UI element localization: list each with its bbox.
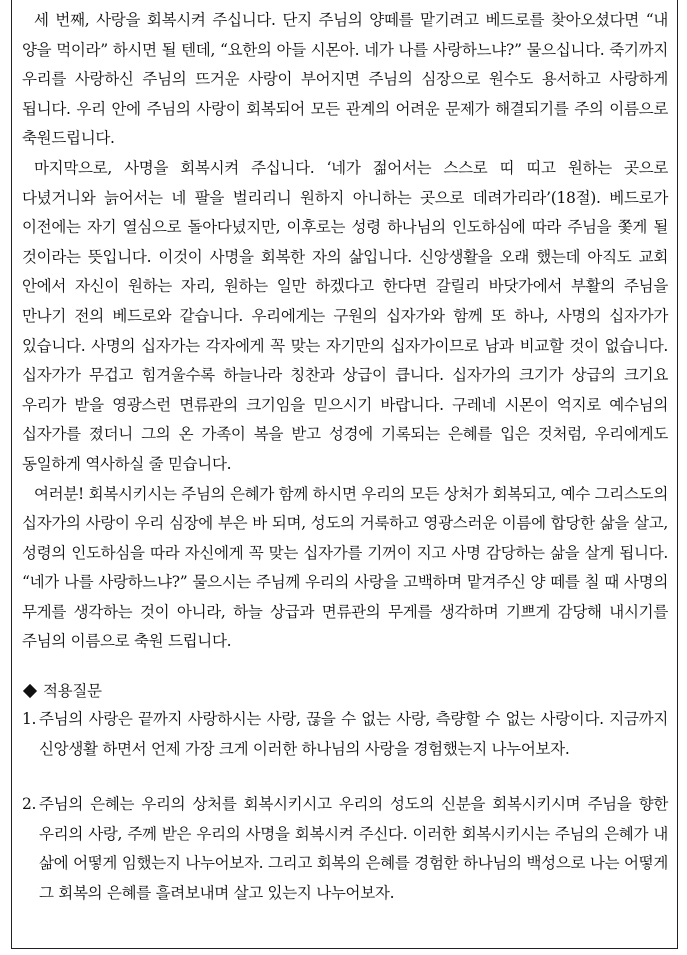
application-heading bbox=[22, 677, 668, 705]
application-heading-label: 적용질문 bbox=[43, 682, 102, 701]
paragraph-love-restoration: 세 번째, 사랑을 회복시켜 주십니다. 단지 주님의 양떼를 맡기려고 베드로를 찾아오셨다면 “내 양을 먹이라” 하시면 될 텐데, “요한의 아들 시몬아. 네가 나를 사랑하느냐?” 물으십니다. 죽기까지 우리를 사랑하신 주님의 뜨거운 사랑이 부어지면 주님의 심장으로 원수도 용서하고 사랑하게 됩니다. 우리 안에 주님의 사랑이 회복되어 모든 관계의 어려운 문제가 해결되기를 주의 이름으로 축원드립니다. bbox=[22, 11, 668, 148]
paragraph-closing-blessing: 여러분! 회복시키시는 주님의 은혜가 함께 하시면 우리의 모든 상처가 회복되고, 예수 그리스도의 십자가의 사랑이 우리 심장에 부은 바 되며, 성도의 거룩하고 영광스러운 이름에 합당한 삶을 살고, 성령의 인도하심을 따라 자신에게 꼭 맞는 십자가를 기꺼이 지고 사명 감당하는 삶을 살게 됩니다. “네가 나를 사랑하느냐?” 물으시는 주님께 우리의 사랑을 고백하며 맡겨주신 양 떼를 칠 때 사명의 무게를 생각하는 것이 아니라, 하늘 상급과 면류관의 무게를 생각하며 기쁘게 감당해 내시기를 주님의 이름으로 축원 드립니다. bbox=[22, 484, 668, 651]
question-text: 주님의 은혜는 우리의 상처를 회복시키시고 우리의 성도의 신분을 회복시키시며 주님을 향한 우리의 사랑, 주께 받은 우리의 사명을 회복시켜 주신다. 이러한 회복시키시는 주님의 은혜가 내 삶에 어떻게 임했는지 나누어보자. 그리고 회복의 은혜를 경험한 하나님의 백성으로 나는 어떻게 그 회복의 은혜를 흘려보내며 살고 있는지 나누어보자. bbox=[39, 795, 668, 903]
application-question-2 bbox=[22, 790, 668, 908]
question-text: 주님의 사랑은 끝까지 사랑하시는 사랑, 끊을 수 없는 사랑, 측량할 수 없는 사랑이다. 지금까지 신앙생활 하면서 언제 가장 크게 이러한 하나님의 사랑을 경험했는지 나누어보자. bbox=[39, 710, 668, 758]
question-number: 2. bbox=[22, 795, 37, 814]
diamond-bullet-icon bbox=[23, 684, 37, 698]
paragraph-mission-restoration: 마지막으로, 사명을 회복시켜 주십니다. ‘네가 젊어서는 스스로 띠 띠고 원하는 곳으로 다녔거니와 늙어서는 네 팔을 벌리리니 원하지 아니하는 곳으로 데려가리라’(18절). 베드로가 이전에는 자기 열심으로 돌아다녔지만, 이후로는 성령 하나님의 인도하심에 따라 주님을 쫓게 될 것이라는 뜻입니다. 이것이 사명을 회복한 자의 삶입니다. 신앙생활을 오래 했는데 아직도 교회 안에서 자신이 원하는 자리, 원하는 일만 하겠다고 한다면 갈릴리 바닷가에서 부활의 주님을 만나기 전의 베드로와 같습니다. 우리에게는 구원의 십자가와 함께 또 하나, 사명의 십자가가 있습니다. 사명의 십자가는 각자에게 꼭 맞는 자기만의 십자가이므로 남과 비교할 것이 없습니다. 십자가가 무겁고 힘겨울수록 하늘나라 칭찬과 상급이 큽니다. 십자가의 크기가 상급의 크기요 우리가 받을 영광스런 면류관의 크기임을 믿으시기 바랍니다. 구레네 시몬이 억지로 예수님의 십자가를 졌더니 그의 온 가족이 복을 받고 성경에 기록되는 은혜를 입은 것처럼, 우리에게도 동일하게 역사하실 줄 믿습니다. bbox=[22, 158, 668, 473]
question-number: 1. bbox=[22, 710, 37, 729]
application-question-1 bbox=[22, 705, 668, 764]
document-body bbox=[22, 6, 668, 909]
